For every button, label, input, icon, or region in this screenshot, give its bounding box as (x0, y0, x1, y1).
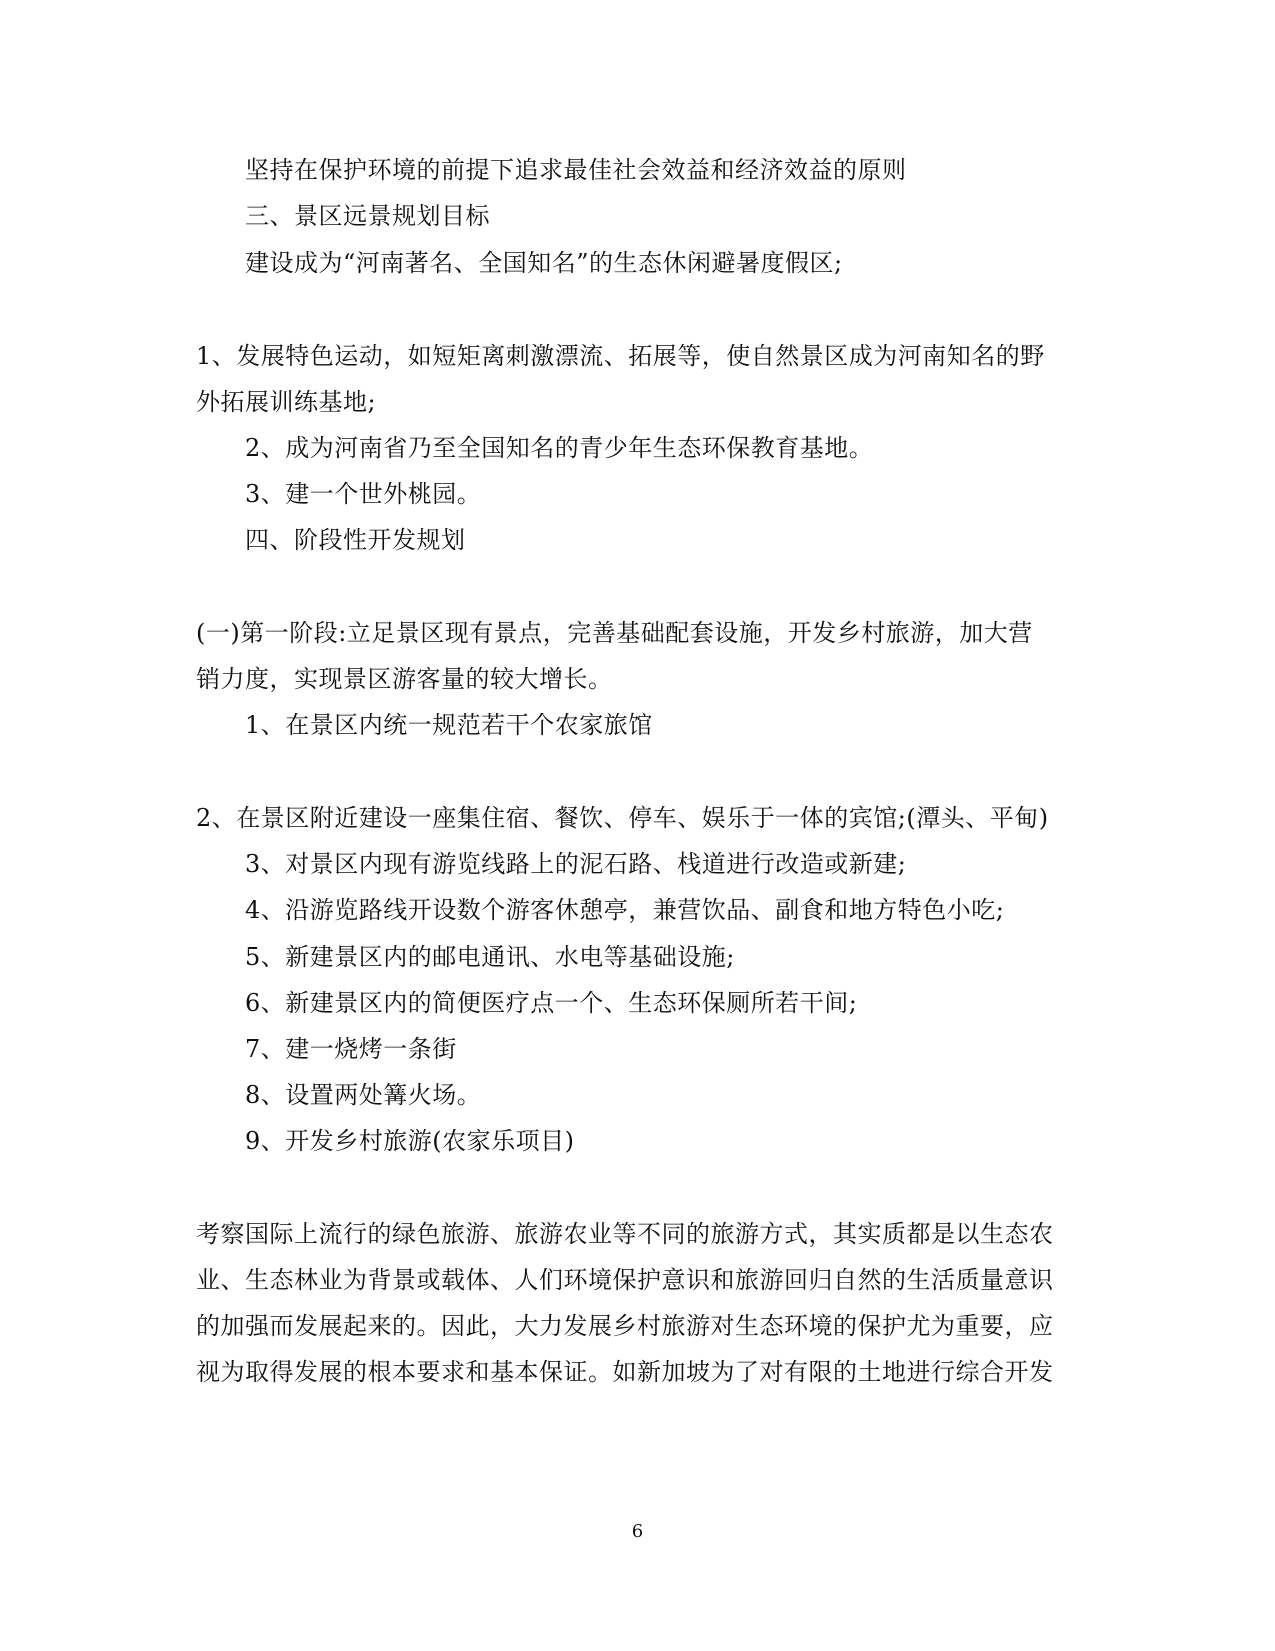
list-item: 6、新建景区内的简便医疗点一个、生态环保厕所若干间; (245, 989, 858, 1017)
section-heading: 四、阶段性开发规划 (245, 526, 466, 554)
list-item: 8、设置两处篝火场。 (245, 1081, 482, 1109)
text-line: 业、生态林业为背景或载体、人们环境保护意识和旅游回归自然的生活质量意识 (196, 1266, 1054, 1294)
list-item: 2、在景区附近建设一座集住宿、餐饮、停车、娱乐于一体的宾馆;(潭头、平甸) (196, 804, 1049, 832)
text-line: 销力度，实现景区游客量的较大增长。 (196, 665, 613, 693)
section-heading: 三、景区远景规划目标 (245, 202, 490, 230)
text-line: 外拓展训练基地; (196, 388, 377, 416)
list-item: 7、建一烧烤一条街 (245, 1035, 457, 1063)
list-item: 9、开发乡村旅游(农家乐项目) (245, 1127, 575, 1155)
list-item: 4、沿游览路线开设数个游客休憩亭，兼营饮品、副食和地方特色小吃; (245, 896, 1005, 924)
list-item: 1、在景区内统一规范若干个农家旅馆 (245, 711, 653, 739)
list-item: 2、成为河南省乃至全国知名的青少年生态环保教育基地。 (245, 434, 874, 462)
text-line: 建设成为“河南著名、全国知名”的生态休闲避暑度假区; (245, 249, 843, 277)
list-item: 5、新建景区内的邮电通讯、水电等基础设施; (245, 943, 735, 971)
text-line: 的加强而发展起来的。因此，大力发展乡村旅游对生态环境的保护尤为重要，应 (196, 1312, 1054, 1340)
page-number: 6 (631, 1521, 644, 1542)
list-item: 3、建一个世外桃园。 (245, 480, 482, 508)
list-item: 1、发展特色运动，如短矩离刺激漂流、拓展等，使自然景区成为河南知名的野 (196, 342, 1045, 370)
text-line: 视为取得发展的根本要求和基本保证。如新加坡为了对有限的土地进行综合开发 (196, 1358, 1054, 1386)
text-line: 坚持在保护环境的前提下追求最佳社会效益和经济效益的原则 (245, 156, 907, 184)
list-item: (一)第一阶段:立足景区现有景点，完善基础配套设施，开发乡村旅游，加大营 (196, 619, 1033, 647)
list-item: 3、对景区内现有游览线路上的泥石路、栈道进行改造或新建; (245, 850, 907, 878)
text-line: 考察国际上流行的绿色旅游、旅游农业等不同的旅游方式，其实质都是以生态农 (196, 1220, 1054, 1248)
